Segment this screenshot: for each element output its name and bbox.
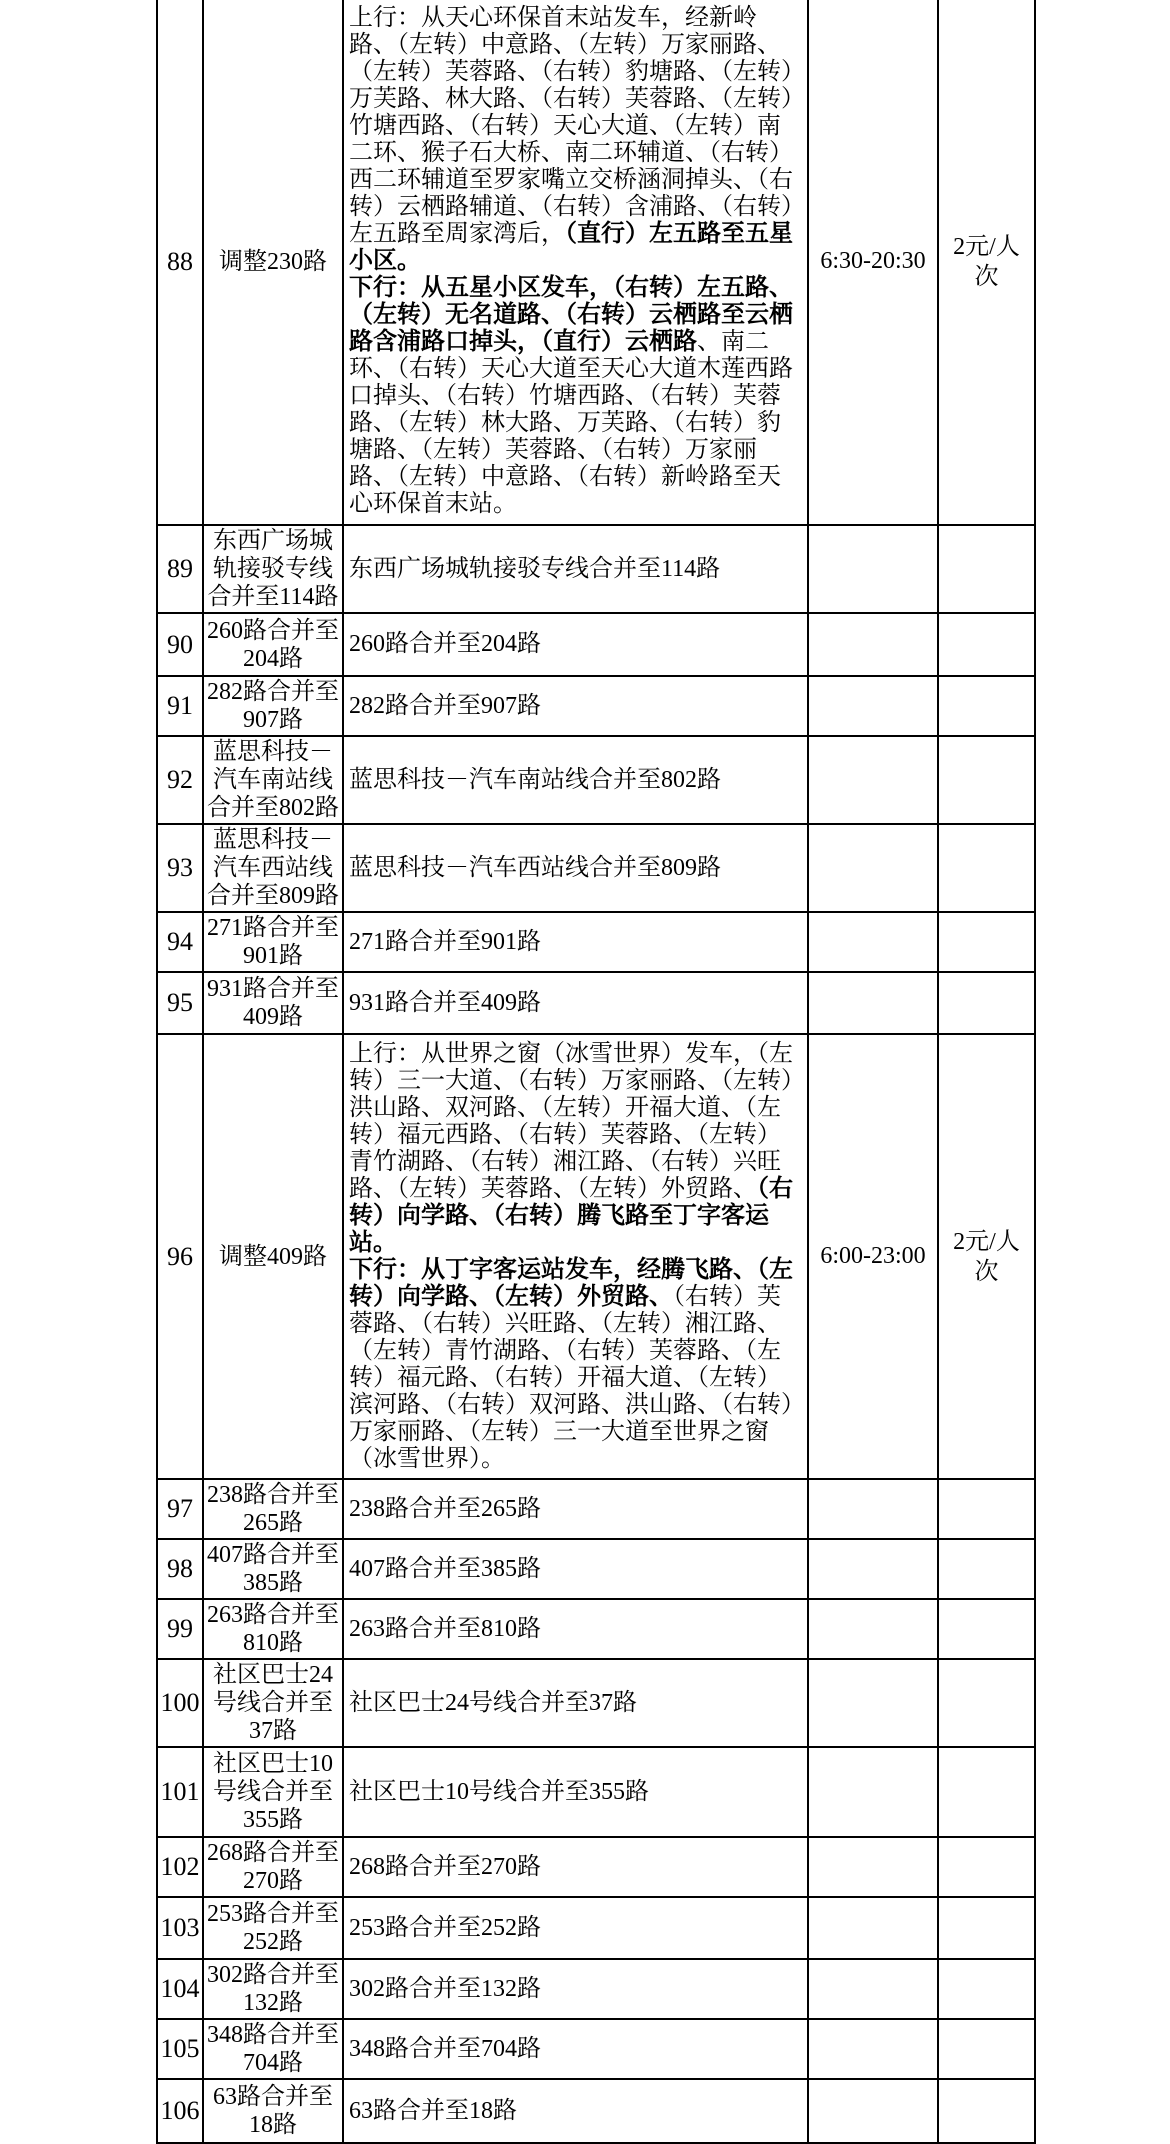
route-name-cell: 407路合并至385路	[203, 1539, 343, 1599]
description-segment: 407路合并至385路	[349, 1555, 541, 1582]
route-name-cell: 348路合并至704路	[203, 2019, 343, 2079]
operating-hours-cell	[808, 1897, 938, 1959]
fare-cell	[938, 824, 1035, 912]
table-row	[157, 1479, 1035, 1539]
table-row	[157, 1599, 1035, 1659]
fare-cell	[938, 1837, 1035, 1897]
route-name-cell: 社区巴士10号线合并至355路	[203, 1747, 343, 1837]
description-bold-segment: （直行）左五路至五星小区。 下行：从五星小区发车，（右转）左五路、（左转）无名道路、（右转）云栖路至云栖路含浦路口掉头，（直行）云栖路	[349, 221, 793, 355]
fare-cell	[938, 736, 1035, 824]
row-number-cell: 95	[157, 972, 203, 1034]
table-row	[157, 2019, 1035, 2079]
row-number-cell: 90	[157, 613, 203, 676]
row-number-cell: 100	[157, 1659, 203, 1747]
row-number-cell: 89	[157, 525, 203, 613]
route-description-cell	[343, 1747, 808, 1837]
operating-hours-cell	[808, 972, 938, 1034]
row-number-cell: 96	[157, 1034, 203, 1479]
description-segment: 社区巴士24号线合并至37路	[349, 1689, 637, 1716]
fare-cell	[938, 972, 1035, 1034]
route-description-cell	[343, 1659, 808, 1747]
table-row	[157, 1959, 1035, 2019]
route-adjustment-table-wrap	[156, 0, 1036, 2144]
route-name-cell: 调整409路	[203, 1034, 343, 1479]
fare-cell	[938, 1959, 1035, 2019]
operating-hours-cell	[808, 613, 938, 676]
route-name-cell: 238路合并至265路	[203, 1479, 343, 1539]
description-segment: 271路合并至901路	[349, 928, 541, 955]
fare-cell	[938, 676, 1035, 736]
route-name-cell: 63路合并至18路	[203, 2079, 343, 2143]
fare-cell	[938, 1897, 1035, 1959]
table-row	[157, 1034, 1035, 1479]
description-segment: 东西广场城轨接驳专线合并至114路	[349, 555, 721, 582]
operating-hours-cell	[808, 2019, 938, 2079]
table-row	[157, 1747, 1035, 1837]
description-segment: 282路合并至907路	[349, 692, 541, 719]
description-segment: （右转）芙蓉路、（右转）兴旺路、（左转）湘江路、（左转）青竹湖路、（右转）芙蓉路、（左转）福元路、（右转）开福大道、（左转）滨河路、（右转）双河路、洪山路、（右转）万家丽路、（左转）三一大道至世界之窗（冰雪世界）。	[349, 1283, 793, 1472]
description-segment: 931路合并至409路	[349, 989, 541, 1016]
fare-cell	[938, 1479, 1035, 1539]
fare-cell	[938, 912, 1035, 972]
route-description-cell	[343, 1897, 808, 1959]
description-segment: 63路合并至18路	[349, 2097, 517, 2124]
row-number-cell: 101	[157, 1747, 203, 1837]
description-segment: 蓝思科技－汽车南站线合并至802路	[349, 766, 721, 793]
fare-cell: 2元/人次	[938, 1034, 1035, 1479]
table-row	[157, 0, 1035, 525]
row-number-cell: 94	[157, 912, 203, 972]
description-segment: 蓝思科技－汽车西站线合并至809路	[349, 854, 721, 881]
route-name-cell: 东西广场城轨接驳专线合并至114路	[203, 525, 343, 613]
operating-hours-cell	[808, 912, 938, 972]
fare-cell: 2元/人次	[938, 0, 1035, 525]
fare-cell	[938, 1539, 1035, 1599]
row-number-cell: 97	[157, 1479, 203, 1539]
route-description-cell	[343, 1539, 808, 1599]
route-description-cell	[343, 1479, 808, 1539]
route-name-cell: 蓝思科技－汽车西站线合并至809路	[203, 824, 343, 912]
route-name-cell: 260路合并至204路	[203, 613, 343, 676]
route-description-cell	[343, 824, 808, 912]
description-segment: 上行：从世界之窗（冰雪世界）发车，（左转）三一大道、（右转）万家丽路、（左转）洪山路、双河路、（左转）开福大道、（左转）福元西路、（右转）芙蓉路、（左转）青竹湖路、（右转）湘江路、（右转）兴旺路、（左转）芙蓉路、（左转）外贸路、	[349, 1040, 793, 1202]
route-name-cell: 蓝思科技－汽车南站线合并至802路	[203, 736, 343, 824]
row-number-cell: 91	[157, 676, 203, 736]
route-description-cell	[343, 525, 808, 613]
route-description-cell	[343, 2019, 808, 2079]
route-description-cell	[343, 1837, 808, 1897]
row-number-cell: 93	[157, 824, 203, 912]
fare-cell	[938, 2079, 1035, 2143]
route-description-cell	[343, 1599, 808, 1659]
route-name-cell: 253路合并至252路	[203, 1897, 343, 1959]
operating-hours-cell	[808, 1837, 938, 1897]
table-row	[157, 525, 1035, 613]
row-number-cell: 98	[157, 1539, 203, 1599]
fare-cell	[938, 1747, 1035, 1837]
operating-hours-cell: 6:30-20:30	[808, 0, 938, 525]
route-description-cell	[343, 972, 808, 1034]
route-description-cell	[343, 0, 808, 525]
route-description-cell	[343, 1034, 808, 1479]
route-name-cell: 931路合并至409路	[203, 972, 343, 1034]
table-row	[157, 1837, 1035, 1897]
description-segment: 238路合并至265路	[349, 1495, 541, 1522]
row-number-cell: 104	[157, 1959, 203, 2019]
table-row	[157, 1659, 1035, 1747]
description-segment: 348路合并至704路	[349, 2035, 541, 2062]
route-name-cell: 263路合并至810路	[203, 1599, 343, 1659]
operating-hours-cell	[808, 1659, 938, 1747]
description-segment: 253路合并至252路	[349, 1914, 541, 1941]
fare-cell	[938, 613, 1035, 676]
operating-hours-cell	[808, 676, 938, 736]
route-description-cell	[343, 2079, 808, 2143]
route-adjustment-table	[156, 0, 1036, 2144]
route-adjustment-table-body	[157, 0, 1035, 2143]
table-row	[157, 736, 1035, 824]
operating-hours-cell	[808, 1599, 938, 1659]
row-number-cell: 102	[157, 1837, 203, 1897]
operating-hours-cell	[808, 1747, 938, 1837]
route-name-cell: 302路合并至132路	[203, 1959, 343, 2019]
table-row	[157, 972, 1035, 1034]
operating-hours-cell	[808, 2079, 938, 2143]
description-segment: 上行：从天心环保首末站发车，经新岭路、（左转）中意路、（左转）万家丽路、（左转）芙蓉路、（右转）豹塘路、（左转）万芙路、林大路、（右转）芙蓉路、（左转）竹塘西路、（右转）天心大道、（左转）南二环、猴子石大桥、南二环辅道、（右转）西二环辅道至罗家嘴立交桥涵洞掉头、（右转）云栖路辅道、（右转）含浦路、（右转）左五路至周家湾后，	[349, 5, 793, 247]
row-number-cell: 88	[157, 0, 203, 525]
route-description-cell	[343, 912, 808, 972]
row-number-cell: 103	[157, 1897, 203, 1959]
route-name-cell: 调整230路	[203, 0, 343, 525]
table-row	[157, 676, 1035, 736]
route-name-cell: 282路合并至907路	[203, 676, 343, 736]
operating-hours-cell	[808, 1959, 938, 2019]
row-number-cell: 106	[157, 2079, 203, 2143]
row-number-cell: 92	[157, 736, 203, 824]
operating-hours-cell	[808, 1479, 938, 1539]
route-name-cell: 社区巴士24号线合并至37路	[203, 1659, 343, 1747]
description-bold-segment: （右转）向学路、（右转）腾飞路至丁字客运站。 下行：从丁字客运站发车，经腾飞路、（左转）向学路、（左转）外贸路、	[349, 1175, 793, 1310]
table-row	[157, 912, 1035, 972]
fare-cell	[938, 525, 1035, 613]
fare-cell	[938, 2019, 1035, 2079]
description-segment: 、南二环、（右转）天心大道至天心大道木莲西路口掉头、（右转）竹塘西路、（右转）芙蓉路、（左转）林大路、万芙路、（右转）豹塘路、（左转）芙蓉路、（右转）万家丽路、（左转）中意路、（右转）新岭路至天心环保首末站。	[349, 329, 793, 517]
row-number-cell: 99	[157, 1599, 203, 1659]
table-row	[157, 2079, 1035, 2143]
table-row	[157, 824, 1035, 912]
row-number-cell: 105	[157, 2019, 203, 2079]
table-row	[157, 1539, 1035, 1599]
table-row	[157, 1897, 1035, 1959]
operating-hours-cell	[808, 525, 938, 613]
operating-hours-cell	[808, 824, 938, 912]
route-description-cell	[343, 613, 808, 676]
route-description-cell	[343, 736, 808, 824]
operating-hours-cell	[808, 1539, 938, 1599]
fare-cell	[938, 1599, 1035, 1659]
operating-hours-cell	[808, 736, 938, 824]
route-name-cell: 271路合并至901路	[203, 912, 343, 972]
description-segment: 社区巴士10号线合并至355路	[349, 1778, 649, 1805]
route-description-cell	[343, 1959, 808, 2019]
table-row	[157, 613, 1035, 676]
description-segment: 302路合并至132路	[349, 1975, 541, 2002]
route-description-cell	[343, 676, 808, 736]
description-segment: 268路合并至270路	[349, 1853, 541, 1880]
route-name-cell: 268路合并至270路	[203, 1837, 343, 1897]
description-segment: 260路合并至204路	[349, 631, 541, 657]
operating-hours-cell: 6:00-23:00	[808, 1034, 938, 1479]
fare-cell	[938, 1659, 1035, 1747]
description-segment: 263路合并至810路	[349, 1615, 541, 1642]
